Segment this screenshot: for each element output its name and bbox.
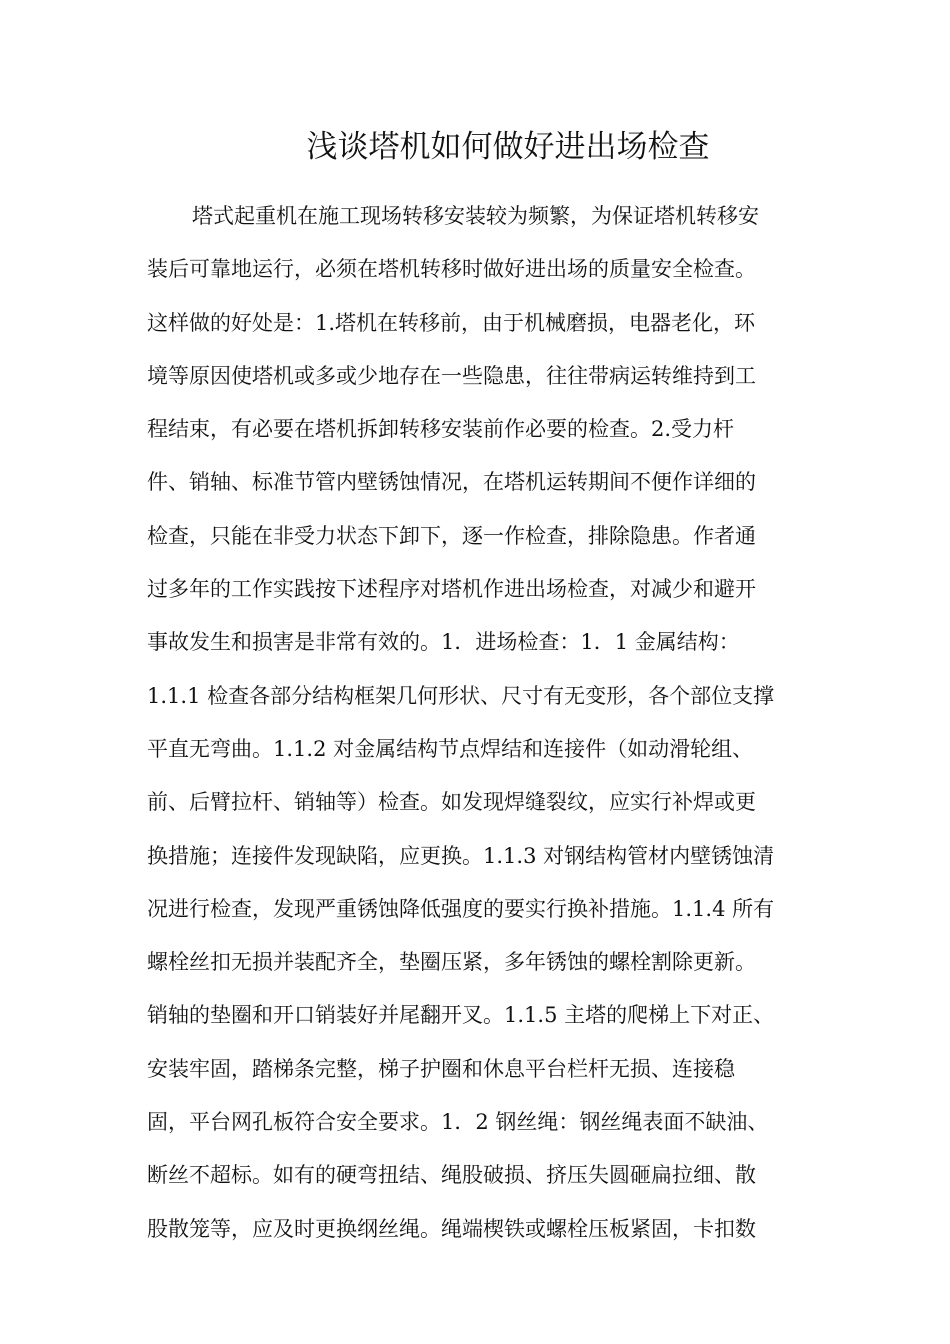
body-line: 检查，只能在非受力状态下卸下，逐一作检查，排除隐患。作者通 (147, 523, 756, 548)
body-line: 安装牢固，踏梯条完整，梯子护圈和休息平台栏杆无损、连接稳 (147, 1056, 735, 1081)
body-line: 过多年的工作实践按下述程序对塔机作进出场检查，对减少和避开 (147, 577, 756, 602)
body-line: 前、后臂拉杆、销轴等）检查。如发现焊缝裂纹，应实行补焊或更 (147, 790, 756, 815)
body-line: 股散笼等，应及时更换纲丝绳。绳端楔铁或螺栓压板紧固，卡扣数 (147, 1216, 756, 1241)
body-line: 程结束，有必要在塔机拆卸转移安装前作必要的检查。2.受力杆 (147, 417, 735, 442)
body-line: 况进行检查，发现严重锈蚀降低强度的要实行换补措施。1.1.4 所有 (147, 896, 775, 921)
body-line: 换措施；连接件发现缺陷，应更换。1.1.3 对钢结构管材内壁锈蚀清 (147, 843, 775, 868)
body-line: 螺栓丝扣无损并装配齐全，垫圈压紧，多年锈蚀的螺栓割除更新。 (147, 950, 756, 975)
document-body (147, 196, 827, 1262)
body-line: 装后可靠地运行，必须在塔机转移时做好进出场的质量安全检查。 (147, 257, 756, 282)
body-line: 平直无弯曲。1.1.2 对金属结构节点焊结和连接件（如动滑轮组、 (147, 736, 754, 761)
body-line: 断丝不超标。如有的硬弯扭结、绳股破损、挤压失圆砸扁拉细、散 (147, 1163, 756, 1188)
body-line: 事故发生和损害是非常有效的。1．进场检查：1．1 金属结构： (147, 630, 740, 655)
document-title: 浅谈塔机如何做好进出场检查 (306, 129, 710, 165)
body-line: 这样做的好处是：1.塔机在转移前，由于机械磨损，电器老化，环 (147, 310, 756, 335)
body-line: 境等原因使塔机或多或少地存在一些隐患，往往带病运转维持到工 (147, 363, 756, 388)
body-line: 销轴的垫圈和开口销装好并尾翻开叉。1.1.5 主塔的爬梯上下对正、 (147, 1003, 775, 1028)
body-line: 1.1.1 检查各部分结构框架几何形状、尺寸有无变形，各个部位支撑 (147, 683, 775, 708)
body-line: 件、销轴、标准节管内壁锈蚀情况，在塔机运转期间不便作详细的 (147, 470, 756, 495)
body-line: 塔式起重机在施工现场转移安装较为频繁，为保证塔机转移安 (192, 204, 759, 228)
body-line: 固，平台网孔板符合安全要求。1．2 钢丝绳：钢丝绳表面不缺油、 (147, 1110, 769, 1135)
